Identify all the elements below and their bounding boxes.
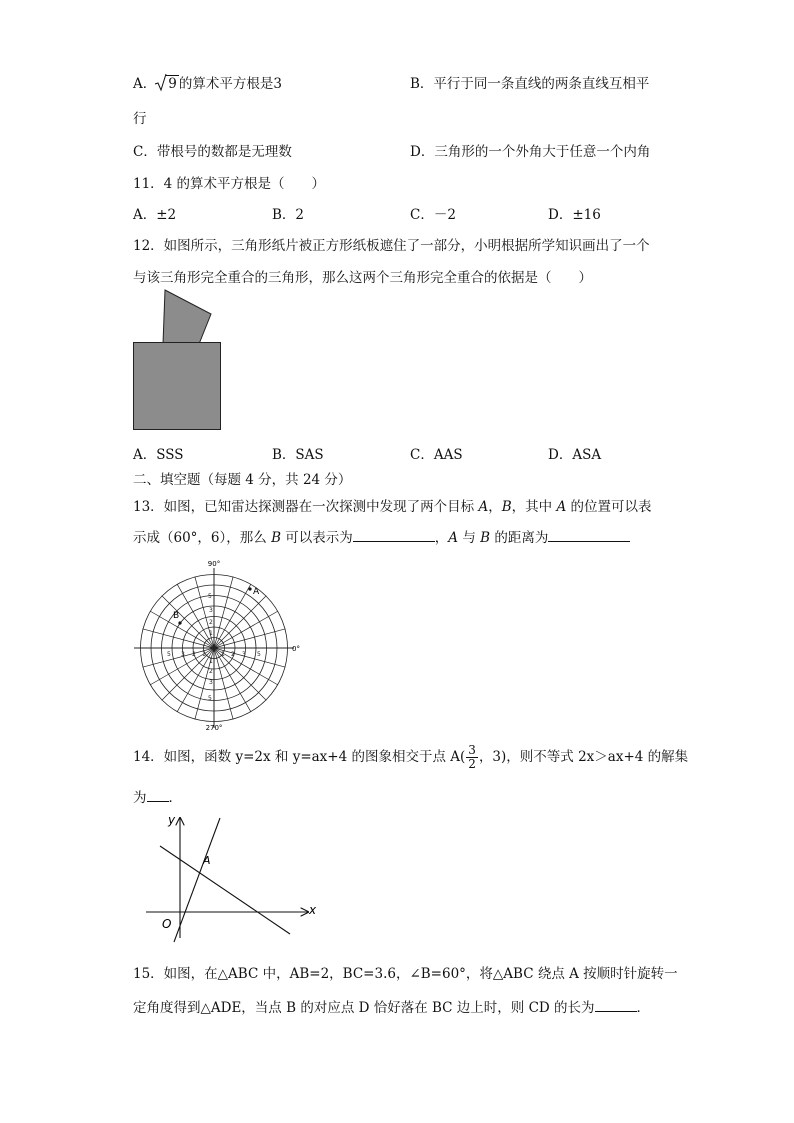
- ring-number: 1: [209, 630, 213, 637]
- q11-stem: 11．4 的算术平方根是（ ）: [133, 176, 326, 192]
- answer-blank-2[interactable]: [548, 527, 630, 542]
- triangle-piece: [163, 290, 211, 344]
- sqrt-symbol: 9: [156, 76, 179, 92]
- q10-option-c: C．带根号的数都是无理数: [133, 144, 292, 160]
- q15-line2: 定角度得到△ADE，当点 B 的对应点 D 恰好落在 BC 边上时，则 CD 的长为 ．: [133, 996, 650, 1016]
- ring-number: 3: [209, 607, 213, 614]
- label-270: 270°: [205, 724, 223, 732]
- q12-option-c: C．AAS: [410, 447, 463, 463]
- ring-number: 1: [209, 658, 213, 665]
- q12-stem-line2: 与该三角形完全重合的三角形，那么这两个三角形完全重合的依据是（ ）: [133, 270, 592, 286]
- answer-blank-4[interactable]: [595, 997, 637, 1012]
- ring-number: 3: [209, 679, 213, 686]
- q12-option-b: B．SAS: [272, 447, 324, 463]
- radar-spoke: [214, 577, 233, 648]
- answer-blank-1[interactable]: [353, 527, 435, 542]
- label-0: 0°: [292, 645, 300, 653]
- x-axis-label: x: [309, 903, 317, 917]
- ring-number: 2: [231, 651, 235, 658]
- ring-number: 5: [208, 695, 212, 702]
- ring-number: 3: [242, 651, 246, 658]
- square-board: [134, 343, 221, 430]
- fraction-three-halves: $\frac{3}{2}$: [468, 743, 476, 771]
- q12-option-a: A．SSS: [133, 447, 184, 463]
- ring-number: 5: [167, 651, 171, 658]
- q15-line1: 15．如图，在△ABC 中，AB=2，BC=3.6，∠B=60°，将△ABC 绕点 A 按顺时针旋转一: [133, 966, 678, 982]
- ring-number: 2: [209, 619, 213, 626]
- radar-spokes: [134, 568, 294, 728]
- q10-option-d: D．三角形的一个外角大于任意一个内角: [410, 144, 651, 160]
- q11-option-d: D．±16: [548, 207, 601, 223]
- radar-spoke: [214, 648, 233, 719]
- y-axis-label: y: [168, 813, 176, 827]
- target-a-label: A: [253, 587, 260, 597]
- q10-option-a: A． 9 的算术平方根是3: [133, 76, 282, 92]
- label-90: 90°: [207, 560, 221, 568]
- radar-spoke: [214, 629, 285, 648]
- radar-spoke: [162, 596, 214, 648]
- radar-spoke: [143, 629, 214, 648]
- target-b-label: B: [173, 611, 180, 621]
- origin-label: O: [162, 917, 172, 931]
- ring-number: 1: [221, 651, 225, 658]
- radar-spoke: [214, 596, 266, 648]
- radar-figure: [130, 560, 300, 732]
- point-a-label: A: [203, 854, 211, 867]
- section-heading: 二、填空题（每题 4 分，共 24 分）: [133, 472, 352, 488]
- line-y-2x: [174, 818, 220, 942]
- ring-number: 5: [257, 651, 261, 658]
- ring-number: 1: [202, 651, 206, 658]
- ring-number: 3: [181, 651, 185, 658]
- q12-figure: [133, 290, 233, 430]
- q12-option-d: D．ASA: [548, 447, 602, 463]
- ring-number: 5: [208, 593, 212, 600]
- q14-line2: 为 ．: [133, 786, 182, 806]
- q13-line1: 13．如图，已知雷达探测器在一次探测中发现了两个目标 A，B，其中 A 的位置可以表: [133, 499, 652, 515]
- q11-option-c: C．－2: [410, 207, 456, 223]
- target-a-point: [248, 587, 251, 590]
- ring-number: 2: [192, 651, 196, 658]
- q13-line2: 示成（60°，6），那么 B 可以表示为 ，A 与 B 的距离为: [133, 526, 630, 546]
- target-b-point: [178, 621, 181, 624]
- q11-option-b: B．2: [272, 207, 305, 223]
- q12-stem-line1: 12．如图所示，三角形纸片被正方形纸板遮住了一部分，小明根据所学知识画出了一个: [133, 238, 650, 254]
- q14-graph: [140, 812, 330, 942]
- q11-option-a: A．±2: [133, 207, 177, 223]
- ring-number: 2: [209, 668, 213, 675]
- answer-blank-3[interactable]: [147, 787, 169, 802]
- q10-option-b-continued: 行: [133, 111, 147, 127]
- q14-line1: 14．如图，函数 y=2x 和 y=ax+4 的图象相交于点 A( $\frac{3}{2}$ ，3)，则不等式 2x＞ax+4 的解集: [133, 743, 689, 771]
- q10-option-b: B．平行于同一条直线的两条直线互相平: [410, 76, 650, 92]
